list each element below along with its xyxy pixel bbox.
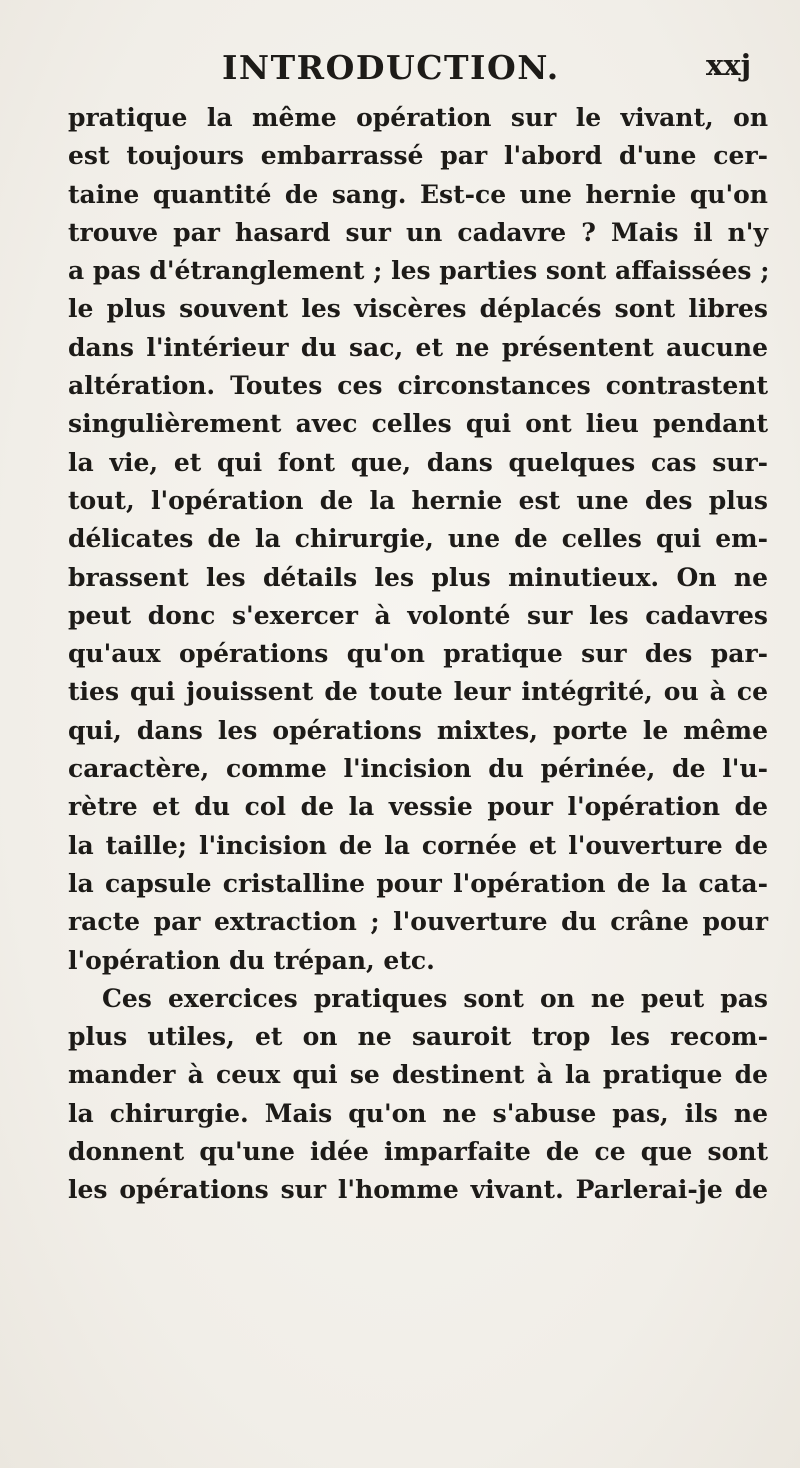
text-line: tout, l'opération de la hernie est une des plus xyxy=(68,485,768,515)
text-line: a pas d'étranglement ; les parties sont affaissées ; xyxy=(68,256,770,286)
page-number: xxj xyxy=(706,48,752,82)
text-line: Ces exercices pratiques sont on ne peut pas xyxy=(102,983,768,1013)
running-head: INTRODUCTION. xyxy=(222,48,560,87)
text-line: l'opération du trépan, etc. xyxy=(68,945,435,975)
text-line: singulièrement avec celles qui ont lieu pendant xyxy=(68,409,768,439)
text-line: qu'aux opérations qu'on pratique sur des par- xyxy=(68,639,768,669)
text-line: altération. Toutes ces circonstances contrastent xyxy=(68,371,768,401)
text-line: peut donc s'exercer à volonté sur les cadavres xyxy=(68,600,768,630)
text-line: trouve par hasard sur un cadavre ? Mais il n'y xyxy=(68,217,768,247)
text-line: la chirurgie. Mais qu'on ne s'abuse pas, ils ne xyxy=(68,1098,768,1128)
text-line: qui, dans les opérations mixtes, porte le même xyxy=(68,715,768,745)
text-line: la capsule cristalline pour l'opération de la cata- xyxy=(68,868,768,898)
text-line: taine quantité de sang. Est-ce une hernie qu'on xyxy=(68,179,768,209)
text-line: racte par extraction ; l'ouverture du crâne pour xyxy=(68,907,768,937)
body-text xyxy=(68,99,768,1210)
text-line: rètre et du col de la vessie pour l'opération de xyxy=(68,792,768,822)
text-line: pratique la même opération sur le vivant, on xyxy=(68,103,768,132)
text-line: le plus souvent les viscères déplacés sont libres xyxy=(68,294,768,324)
text-line: plus utiles, et on ne sauroit trop les recom- xyxy=(68,1022,768,1052)
text-line: dans l'intérieur du sac, et ne présentent aucune xyxy=(68,332,768,362)
text-line: caractère, comme l'incision du périnée, de l'u- xyxy=(68,754,768,784)
text-line: les opérations sur l'homme vivant. Parlerai-je de xyxy=(68,1175,768,1205)
text-line: la taille; l'incision de la cornée et l'ouverture de xyxy=(68,830,768,860)
text-line: la vie, et qui font que, dans quelques cas sur- xyxy=(68,447,768,477)
text-line: ties qui jouissent de toute leur intégrité, ou à ce xyxy=(68,677,768,707)
text-line: délicates de la chirurgie, une de celles qui em- xyxy=(68,524,768,554)
text-line: brassent les détails les plus minutieux. On ne xyxy=(68,562,768,592)
text-line: est toujours embarrassé par l'abord d'une cer- xyxy=(68,141,768,171)
page-header xyxy=(222,48,752,92)
text-line: donnent qu'une idée imparfaite de ce que sont xyxy=(68,1137,768,1167)
text-line: mander à ceux qui se destinent à la pratique de xyxy=(68,1060,768,1090)
